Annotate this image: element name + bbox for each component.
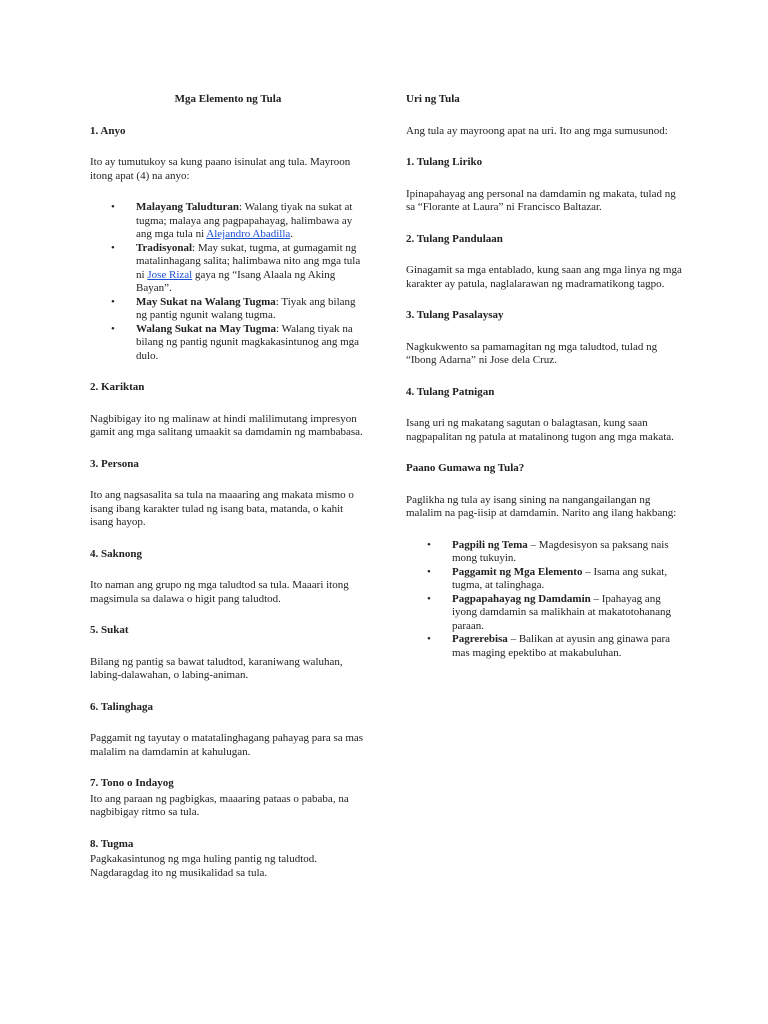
patnigan-text: Isang uri ng makatang sagutan o balagtasan, kung saan nagpapalitan ng patula at matalinong tugon ang mga makata. [406,417,674,443]
paano-heading: Paano Gumawa ng Tula? [406,462,525,474]
anyo-text-end: gaya ng “Isang Alaala ng Aking Bayan”. [136,268,336,294]
rizal-link[interactable]: Jose Rizal [147,268,193,281]
step-term: Pagpapahayag ng Damdamin [452,592,591,605]
sukat-heading: 5. Sukat [90,624,129,636]
pandulaan-text: Ginagamit sa mga entablado, kung saan ang mga linya ng mga karakter ay patula, naglalarawan ng madramatikong tagpo. [406,264,682,290]
tugma-text: Pagkakasintunog ng mga huling pantig ng taludtod. Nagdaragdag ito ng musikalidad sa tula. [90,853,318,879]
persona-text: Ito ang nagsasalita sa tula na maaaring ang makata mismo o isang ibang karakter tulad ng isang bata, matanda, o kahit isang hayop. [90,489,354,528]
paano-intro: Paglikha ng tula ay isang sining na nangangailangan ng malalim na pag-iisip at damdamin. Narito ang ilang hakbang: [406,493,677,519]
pandulaan-heading: 2. Tulang Pandulaan [406,232,503,245]
left-column [90,93,366,880]
patnigan-heading: 4. Tulang Patnigan [406,385,495,398]
list-item [452,633,682,660]
anyo-text-end: . [290,228,294,240]
anyo-text: : May sukat, tugma, at gumagamit ng matalinhagang salita; halimbawa nito ang mga tula ni [136,241,361,281]
tugma-heading: 8. Tugma [90,837,134,850]
persona-heading: 3. Persona [90,457,139,470]
pasalaysay-heading: 3. Tulang Pasalaysay [406,309,504,321]
step-term: Pagpili ng Tema [452,538,528,551]
liriko-heading: 1. Tulang Liriko [406,156,483,168]
list-item [136,201,366,242]
right-column [406,93,682,678]
step-text: – Isama ang sukat, tugma, at talinghaga. [452,565,668,591]
list-item [136,296,366,323]
liriko-text: Ipinapahayag ang personal na damdamin ng makata, tulad ng sa “Florante at Laura” ni Francisco Baltazar. [406,187,676,213]
steps-list [406,539,682,661]
abadilla-link[interactable]: Alejandro Abadilla [206,228,291,240]
anyo-term: May Sukat na Walang Tugma [136,295,276,308]
step-term: Paggamit ng Mga Elemento [452,565,583,578]
elements-title: Mga Elemento ng Tula [174,93,282,105]
list-item [452,566,682,593]
step-term: Pagrerebisa [452,633,508,645]
step-text: – Magdesisyon sa paksang nais mong tukuyin. [452,538,669,564]
anyo-term: Walang Sukat na May Tugma [136,322,276,335]
anyo-term: Tradisyonal [136,241,193,254]
saknong-heading: 4. Saknong [90,547,142,560]
talinghaga-text: Paggamit ng tayutay o matatalinghagang pahayag para sa mas malalim na damdamin at kahulugan. [90,732,364,758]
step-text: – Balikan at ayusin ang ginawa para mas maging epektibo at makabuluhan. [452,633,671,659]
anyo-heading: 1. Anyo [90,124,126,137]
kariktan-text: Nagbibigay ito ng malinaw at hindi malilimutang impresyon gamit ang mga salitang umaakit sa damdamin ng mambabasa. [90,412,363,438]
saknong-text: Ito naman ang grupo ng mga taludtod sa tula. Maaari itong magsimula sa dalawa o higit pang taludtod. [90,579,349,605]
step-text: – Ipahayag ang iyong damdamin sa malikhain at makatotohanang paraan. [452,592,672,632]
kariktan-heading: 2. Kariktan [90,381,145,393]
list-item [136,242,366,296]
anyo-intro: Ito ay tumutukoy sa kung paano isinulat ang tula. Mayroon itong apat (4) na anyo: [90,156,351,182]
talinghaga-heading: 6. Talinghaga [90,700,153,713]
list-item [136,323,366,364]
tono-heading: 7. Tono o Indayog [90,777,174,789]
pasalaysay-text: Nagkukwento sa pamamagitan ng mga taludtod, tulad ng “Ibong Adarna” ni Jose dela Cruz. [406,340,658,366]
list-item [452,539,682,566]
anyo-text: : Walang tiyak na bilang ng pantig ngunit magkakasintunog ang mga dulo. [136,322,360,362]
anyo-term: Malayang Taludturan [136,201,240,213]
anyo-list [90,201,366,363]
anyo-text: : Walang tiyak na sukat at tugma; malaya ang pagpapahayag, halimbawa ay ang mga tula ni [136,201,353,240]
uri-intro: Ang tula ay mayroong apat na uri. Ito ang mga sumusunod: [406,124,668,137]
list-item [452,593,682,634]
tono-text: Ito ang paraan ng pagbigkas, maaaring pataas o pababa, na nagbibigay ritmo sa tula. [90,792,349,818]
sukat-text: Bilang ng pantig sa bawat taludtod, karaniwang waluhan, labing-dalawahan, o labing-animan. [90,655,343,681]
uri-title: Uri ng Tula [406,93,460,105]
anyo-text: : Tiyak ang bilang ng pantig ngunit walang tugma. [136,295,356,321]
